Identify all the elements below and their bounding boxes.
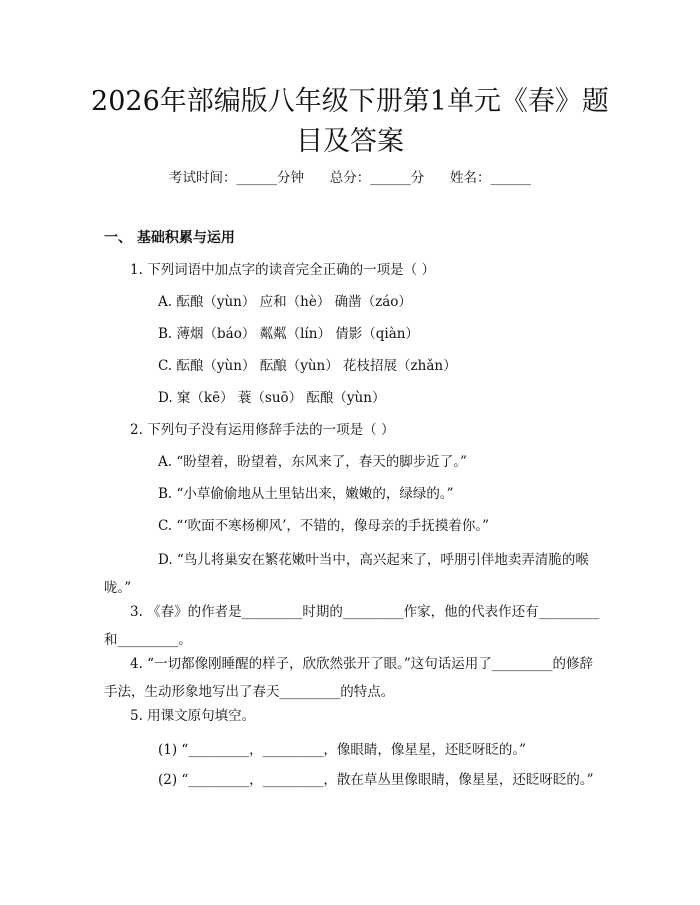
question-2-option-b: B. “小草偷偷地从土里钻出来，嫩嫩的，绿绿的。” <box>158 486 454 502</box>
question-1-option-d: D. 窠（kē） 蓑（suō） 酝酿（yùn） <box>158 390 386 406</box>
question-3: 3. 《春》的作者是_________时期的_________作家，他的代表作还有_________和_________。 <box>104 604 600 648</box>
question-2-option-c: C. “‘吹面不寒杨柳风’，不错的，像母亲的手抚摸着你。” <box>158 518 490 534</box>
question-5-part-1: (1) “_________，_________，像眼睛，像星星，还眨呀眨的。” <box>158 742 526 758</box>
question-2-option-a: A. “盼望着，盼望着，东风来了，春天的脚步近了。” <box>158 454 467 470</box>
exam-meta-line: 考试时间：______分钟 总分：______分 姓名：______ <box>169 170 531 186</box>
question-5-stem: 5. 用课文原句填空。 <box>130 708 256 724</box>
question-2-stem: 2. 下列句子没有运用修辞手法的一项是（ ） <box>130 422 395 438</box>
page-title: 2026年部编版八年级下册第1单元《春》题目及答案 <box>91 86 609 157</box>
question-4: 4. “一切都像刚睡醒的样子，欣欣然张开了眼。”这句话运用了_________的修辞手法，生动形象地写出了春天_________的特点。 <box>104 656 593 700</box>
question-1-option-b: B. 薄烟（báo） 粼粼（lín） 倩影（qiàn） <box>158 326 419 342</box>
section-heading: 一、 基础积累与运用 <box>104 230 235 246</box>
question-1-stem: 1. 下列词语中加点字的读音完全正确的一项是（ ） <box>130 262 435 278</box>
question-2-option-d: D. “鸟儿将巢安在繁花嫩叶当中，高兴起来了，呼朋引伴地卖弄清脆的喉咙。” <box>104 552 589 596</box>
question-1-option-a: A. 酝酿（yùn） 应和（hè） 确凿（záo） <box>158 294 412 310</box>
question-5-part-2: (2) “_________，_________，散在草丛里像眼睛，像星星，还眨呀眨的。” <box>158 772 594 788</box>
question-1-option-c: C. 酝酿（yùn） 酝酿（yùn） 花枝招展（zhǎn） <box>158 358 457 374</box>
